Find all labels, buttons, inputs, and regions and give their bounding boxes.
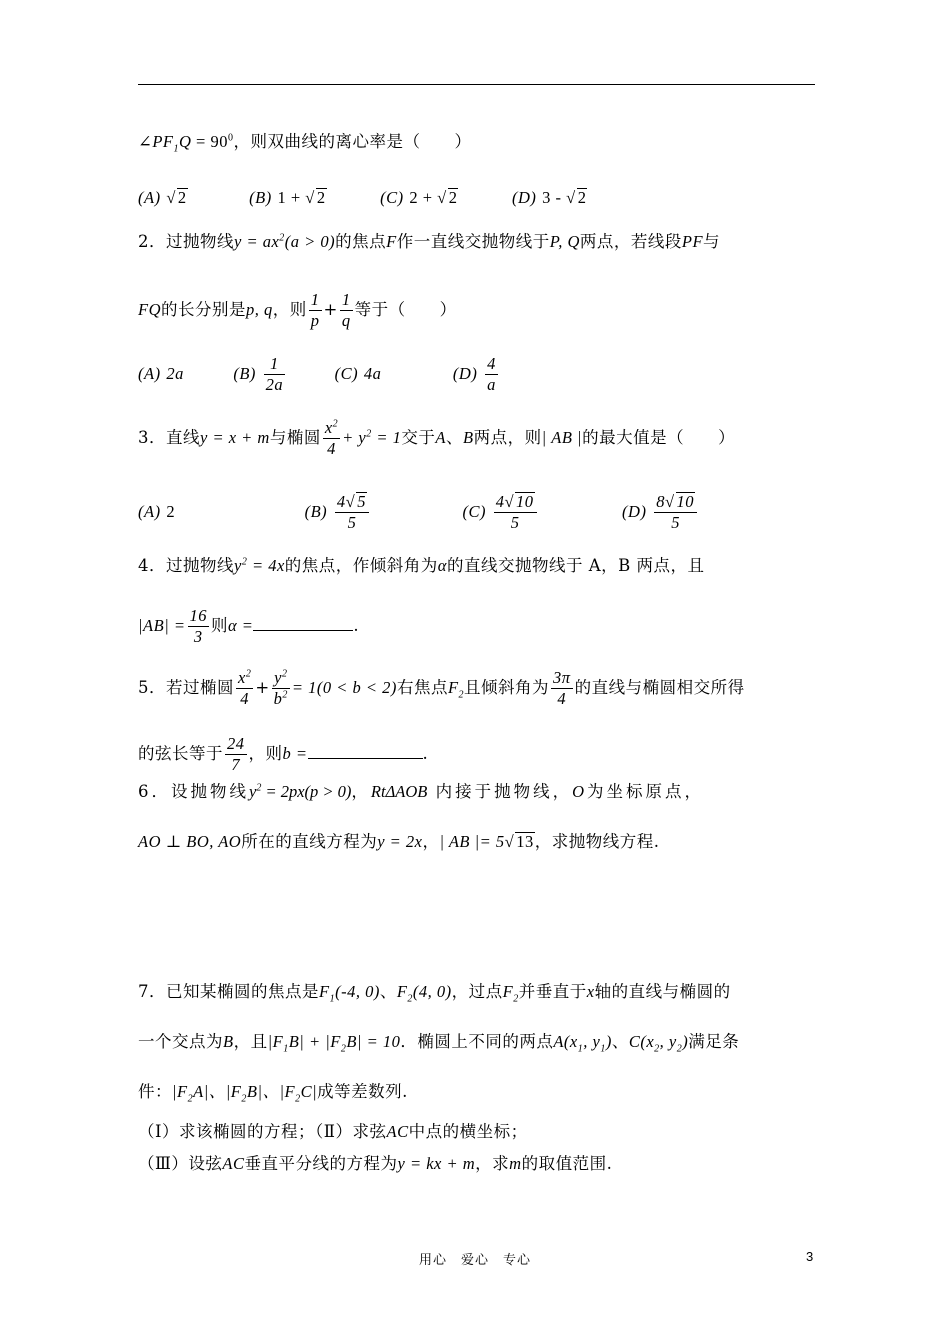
q2-options [138, 354, 500, 395]
q1-angle-formula: $\angle PF_1Q = 90^0$ [138, 132, 234, 155]
page-number: 3 [806, 1249, 814, 1264]
q7-line1: 7．已知某椭圆的焦点是$F_1(-4$, 0)、$F_2(4$, 0)，过点$F_2$并垂直于x轴的直线与椭圆的 [138, 982, 731, 1005]
q3-option-b: (B) $\frac{4√ 5}{5}$ [305, 502, 371, 521]
q2-line1: 2．过抛物线$y = ax^2(a > 0)$的焦点F作一直线交抛物线于P, Q两点，若线段PF与 [138, 232, 721, 251]
q1-option-c: (C) 2 + √ 2 [380, 188, 458, 207]
q7-part1: （Ⅰ）求该椭圆的方程；（Ⅱ）求弦AC中点的横坐标； [138, 1122, 528, 1141]
q1-option-a: (A) √ 2 [138, 188, 187, 207]
q1-option-b: (B) 1 + √ 2 [249, 188, 326, 207]
q1-options [138, 186, 587, 210]
q2-option-c: (C) 4a [334, 364, 382, 383]
q1-text: ，则双曲线的离心率是（ ） [233, 132, 472, 151]
q3-line1: 3．直线y = x + m与椭圆 $\frac{x^2}{4}$ + $y^2 = 1$交于A、B两点，则| AB |的最大值是（ ） [138, 418, 736, 458]
q6-line2: AO ⊥ BO, AO所在的直线方程为y = 2x，| AB |= 5√ 13，求抛物线方程. [138, 832, 660, 851]
q2-line2: FQ的长分别是p, q，则 $\frac{1}{p}$ + $\frac{1}{q}$ 等于（ ） [138, 290, 457, 330]
q2-option-d: (D) $\frac{4}{a}$ [452, 354, 496, 394]
q1-option-d: (D) 3 - √ 2 [511, 188, 587, 207]
q3-option-a: (A) 2 [138, 502, 176, 521]
q4-answer-blank [253, 616, 353, 631]
q7-part3: （Ⅲ）设弦AC垂直平分线的方程为y = kx + m，求m的取值范围. [138, 1154, 613, 1173]
q2-option-b: (B) $\frac{1}{2a}$ [233, 354, 284, 394]
q5-line2: 的弦长等于 $\frac{24}{7}$ ，则b = . [138, 734, 429, 774]
q5-answer-blank [308, 744, 423, 759]
header-rule [138, 84, 815, 85]
q7-line3: 件：$|F_2A|$、$|F_2B|$、$|F_2C|$成等差数列. [138, 1082, 408, 1105]
q4-line1: 4．过抛物线$y^2 = 4x$的焦点，作倾斜角为α的直线交抛物线于 A，B 两点，且 [138, 556, 705, 575]
q7-line2: 一个交点为B，且$|F_1B| + |F_2B| = 10$．椭圆上不同的两点$A(x_1$, $y_1$)、$C(x_2$, $y_2$)满足条 [138, 1032, 740, 1055]
q3-option-c: (C) $\frac{4√ 10}{5}$ [462, 502, 538, 521]
q1-line [138, 130, 471, 154]
q3-option-d: (D) $\frac{8√ 10}{5}$ [622, 502, 699, 521]
q3-options [138, 492, 699, 533]
q4-line2: |AB| = $\frac{16}{3}$ 则α = . [138, 606, 360, 646]
q6-line1: 6．设抛物线$y^2 = 2px(p > 0)$，RtΔAOB 内接于抛物线，O为坐标原点， [138, 782, 705, 801]
q5-line1: 5．若过椭圆 $\frac{x^2}{4}$ + $\frac{y^2}{b^2}$ = 1(0 < b < 2)右焦点$F_2$且倾斜角为 $\frac{3\pi}{4}$ 的直线与椭圆相交所得 [138, 668, 745, 708]
page-footer: 用心 爱心 专心 [418, 1253, 531, 1268]
q2-option-a: (A) 2a [138, 364, 184, 383]
